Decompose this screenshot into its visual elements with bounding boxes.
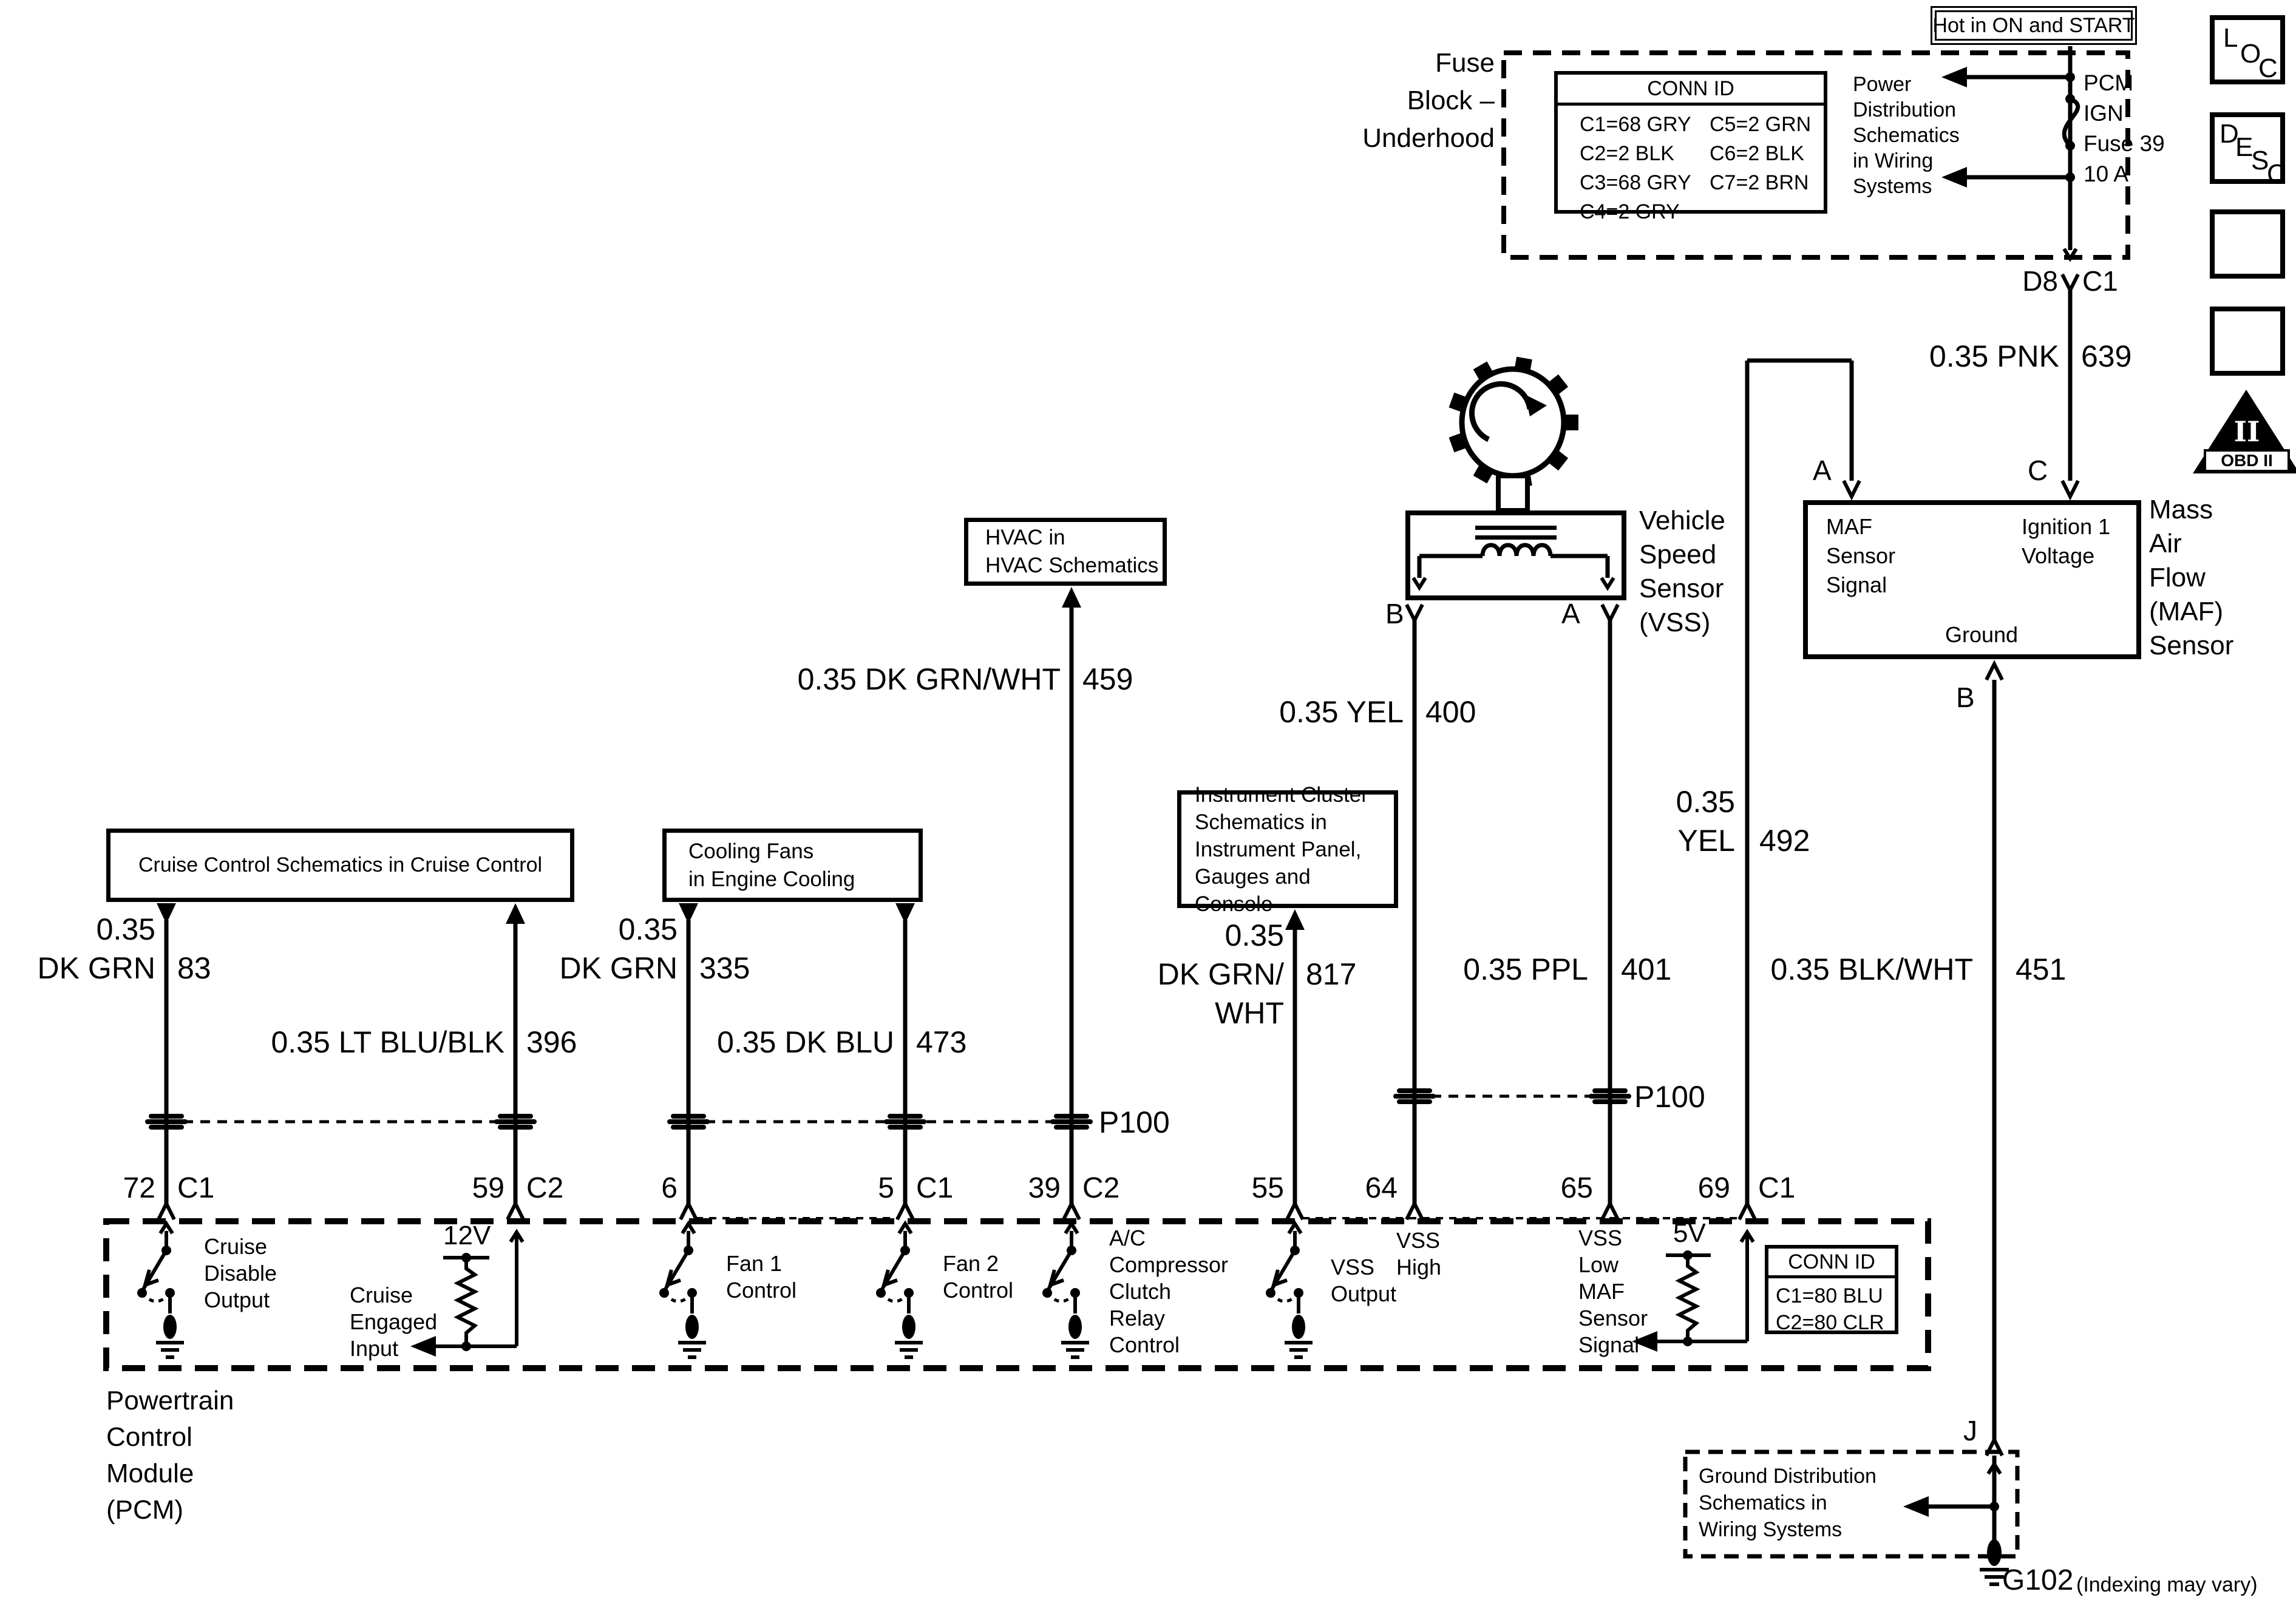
pcm-conn-id-table — [1765, 1245, 1898, 1334]
vss-name-line: Vehicle — [1639, 506, 1725, 535]
conn-id-title: CONN ID — [1558, 75, 1824, 106]
vss-terminal-b: B — [1385, 598, 1404, 629]
wire-83-gauge: 0.35 — [96, 912, 155, 946]
wire-639-label: 0.35 PNK — [1929, 339, 2059, 373]
label-5v: 5V — [1673, 1218, 1706, 1248]
connector-d8-c1 — [2062, 274, 2078, 290]
gear-icon — [1452, 358, 1578, 487]
hot-box — [1931, 6, 2137, 45]
wire-451-label: 0.35 BLK/WHT — [1770, 952, 1973, 986]
next-button[interactable] — [2210, 209, 2285, 279]
pin-72: 72 — [123, 1172, 155, 1204]
vss-box — [1405, 510, 1626, 600]
pin-59: 59 — [472, 1172, 504, 1204]
cruise-disable-label: Cruise Disable Output — [204, 1234, 277, 1312]
vss-name-line: (VSS) — [1639, 608, 1711, 637]
hot-label: Hot in ON and START — [1932, 14, 2135, 37]
wire-492-gauge: 0.35 — [1676, 785, 1735, 819]
pin-39: 39 — [1028, 1172, 1061, 1204]
maf-ground-label: Ground — [1945, 622, 2019, 647]
obd2-numeral: II — [2233, 415, 2260, 448]
wire-335-gauge: 0.35 — [618, 912, 678, 946]
vss-name-line: Sensor — [1639, 574, 1724, 603]
maf-terminal-c-fork — [2062, 481, 2078, 497]
cooling-reference-box[interactable]: Cooling Fans in Engine Cooling — [662, 829, 923, 902]
pcm-name-line: Powertrain — [106, 1386, 234, 1415]
wire-459-label: 0.35 DK GRN/WHT — [797, 662, 1061, 696]
pin-55: 55 — [1251, 1172, 1284, 1204]
g102-label: G102 — [2002, 1564, 2074, 1596]
maf-signal-label: MAF Sensor Signal — [1826, 514, 1896, 597]
wire-83-circuit: 83 — [177, 951, 211, 985]
wire-459-circuit: 459 — [1082, 662, 1133, 696]
pin-5: 5 — [878, 1172, 894, 1204]
fuse-block-name-line: Fuse — [1435, 48, 1495, 78]
pcm-name-line: Control — [106, 1422, 192, 1452]
conn-id-entry: C4=2 GRY — [1580, 200, 1680, 223]
wire-459 — [1062, 587, 1081, 1204]
wire-817-gauge: 0.35 — [1224, 918, 1284, 952]
cruise-reference-box[interactable]: Cruise Control Schematics in Cruise Control — [106, 829, 574, 902]
fan1-label: Fan 1 Control — [726, 1251, 797, 1303]
wire-83-color: DK GRN — [37, 951, 155, 985]
ac-clutch-label: A/C Compressor Clutch Relay Control — [1109, 1225, 1229, 1357]
wire-335-circuit: 335 — [699, 951, 750, 985]
label-12v: 12V — [443, 1221, 491, 1250]
wire-639-circuit: 639 — [2081, 339, 2132, 373]
maf-terminal-a: A — [1813, 455, 1832, 486]
wire-400-label: 0.35 YEL — [1279, 695, 1404, 729]
wire-396 — [506, 903, 525, 1204]
wire-817-color: DK GRN/ — [1157, 957, 1284, 991]
wire-492-color: YEL — [1677, 824, 1735, 858]
wire-492 — [1747, 361, 1860, 1204]
pin-69: 69 — [1697, 1172, 1730, 1204]
wire-473-label: 0.35 DK BLU — [717, 1025, 894, 1059]
conn-id-entry: C5=2 GRN — [1710, 113, 1812, 136]
hvac-reference-box[interactable]: HVAC in HVAC Schematics — [964, 518, 1167, 586]
wire-83 — [157, 903, 176, 1204]
ground-dist-reference[interactable]: Ground Distribution Schematics in Wiring Systems — [1699, 1465, 1877, 1541]
resistor-5v — [1632, 1232, 1753, 1352]
conn-id-entry: C3=68 GRY — [1580, 171, 1691, 194]
pcm-pin-forks — [158, 1204, 1755, 1219]
ground-dist-arrow-icon — [1903, 1496, 1929, 1517]
cluster-reference-box[interactable]: Instrument Cluster Schematics in Instrument Panel, Gauges and Console — [1177, 790, 1398, 908]
vss-terminal-b-fork — [1407, 605, 1422, 620]
fan2-label: Fan 2 Control — [943, 1251, 1014, 1303]
wire-396-label: 0.35 LT BLU/BLK — [271, 1025, 504, 1059]
maf-name-line: Mass — [2149, 495, 2213, 524]
pin-j: J — [1963, 1415, 1977, 1446]
conn-id-entry: C2=80 CLR — [1776, 1311, 1884, 1334]
switch-ac-clutch — [1042, 1224, 1089, 1357]
switch-cruise-disable — [137, 1224, 184, 1357]
vss-terminal-a: A — [1561, 598, 1580, 629]
wire-401-circuit: 401 — [1621, 952, 1672, 986]
maf-terminal-b: B — [1956, 682, 1975, 713]
switch-fan2 — [876, 1224, 923, 1357]
wire-335-color: DK GRN — [559, 951, 678, 985]
conn-id-title: CONN ID — [1768, 1249, 1895, 1278]
maf-name-line: Sensor — [2149, 631, 2234, 660]
desc-button[interactable]: D E S C — [2210, 112, 2285, 184]
maf-name-line: Flow — [2149, 563, 2206, 592]
loc-button[interactable]: L O C — [2210, 15, 2285, 84]
pin-72-conn: C1 — [177, 1172, 215, 1204]
prev-button[interactable] — [2210, 307, 2285, 376]
wire-492-circuit: 492 — [1759, 824, 1810, 858]
vss-high-label: VSS High — [1396, 1228, 1442, 1280]
wire-817-color: WHT — [1215, 996, 1284, 1030]
pin-d8-conn: C1 — [2082, 265, 2118, 297]
pin-d8: D8 — [2022, 265, 2058, 297]
wire-817 — [1285, 909, 1305, 1204]
maf-name-line: (MAF) — [2149, 597, 2224, 626]
pin-65: 65 — [1560, 1172, 1593, 1204]
conn-id-entry: C1=68 GRY — [1580, 113, 1691, 136]
wire-451-circuit: 451 — [2016, 952, 2067, 986]
obd2-banner: OBD II — [2204, 449, 2290, 472]
splice-group-upper — [1393, 1088, 1631, 1104]
g102-note: (Indexing may vary) — [2076, 1573, 2258, 1596]
pcm-name-line: (PCM) — [106, 1495, 184, 1525]
maf-terminal-c: C — [2028, 455, 2048, 486]
pin-59-conn: C2 — [526, 1172, 564, 1204]
fuse-block-name-line: Block – — [1407, 86, 1495, 115]
vss-name-line: Speed — [1639, 540, 1717, 569]
wire-396-circuit: 396 — [526, 1025, 577, 1059]
fuse-39-label: PCM IGN Fuse 39 10 A — [2084, 70, 2165, 186]
pin-39-conn: C2 — [1082, 1172, 1120, 1204]
wire-400-circuit: 400 — [1425, 695, 1476, 729]
pcm-name-line: Module — [106, 1459, 194, 1488]
wire-817-circuit: 817 — [1306, 957, 1357, 991]
pin-6: 6 — [661, 1172, 678, 1204]
splice-p100-lower-label: P100 — [1099, 1105, 1170, 1139]
vss-low-maf-label: VSS Low MAF Sensor Signal — [1578, 1225, 1648, 1357]
pin-64: 64 — [1365, 1172, 1398, 1204]
vss-output-label: VSS Output — [1331, 1255, 1397, 1306]
wire-473-circuit: 473 — [916, 1025, 967, 1059]
conn-id-entry: C1=80 BLU — [1776, 1284, 1883, 1307]
wire-451 — [1903, 664, 2002, 1541]
switch-fan1 — [659, 1224, 706, 1357]
power-dist-reference[interactable]: Power Distribution Schematics in Wiring Systems — [1853, 73, 1960, 198]
switch-vss-output — [1266, 1224, 1313, 1357]
wire-473 — [895, 903, 915, 1204]
vss-terminal-a-fork — [1602, 605, 1618, 620]
maf-name-line: Air — [2149, 529, 2182, 558]
maf-ignition-label: Ignition 1 Voltage — [2022, 514, 2111, 568]
conn-id-entry: C2=2 BLK — [1580, 142, 1674, 165]
conn-id-entry: C7=2 BRN — [1710, 171, 1809, 194]
pin-69-conn: C1 — [1758, 1172, 1796, 1204]
fuse-conn-id-table — [1554, 71, 1827, 223]
wire-335 — [679, 903, 698, 1204]
conn-id-entry: C6=2 BLK — [1710, 142, 1804, 165]
fuse-block-name-line: Underhood — [1362, 123, 1495, 153]
splice-group-lower — [145, 1114, 1093, 1130]
pin-5-conn: C1 — [916, 1172, 954, 1204]
cruise-engaged-label: Cruise Engaged Input — [350, 1283, 438, 1361]
splice-p100-upper-label: P100 — [1634, 1080, 1705, 1114]
wire-401-label: 0.35 PPL — [1463, 952, 1588, 986]
